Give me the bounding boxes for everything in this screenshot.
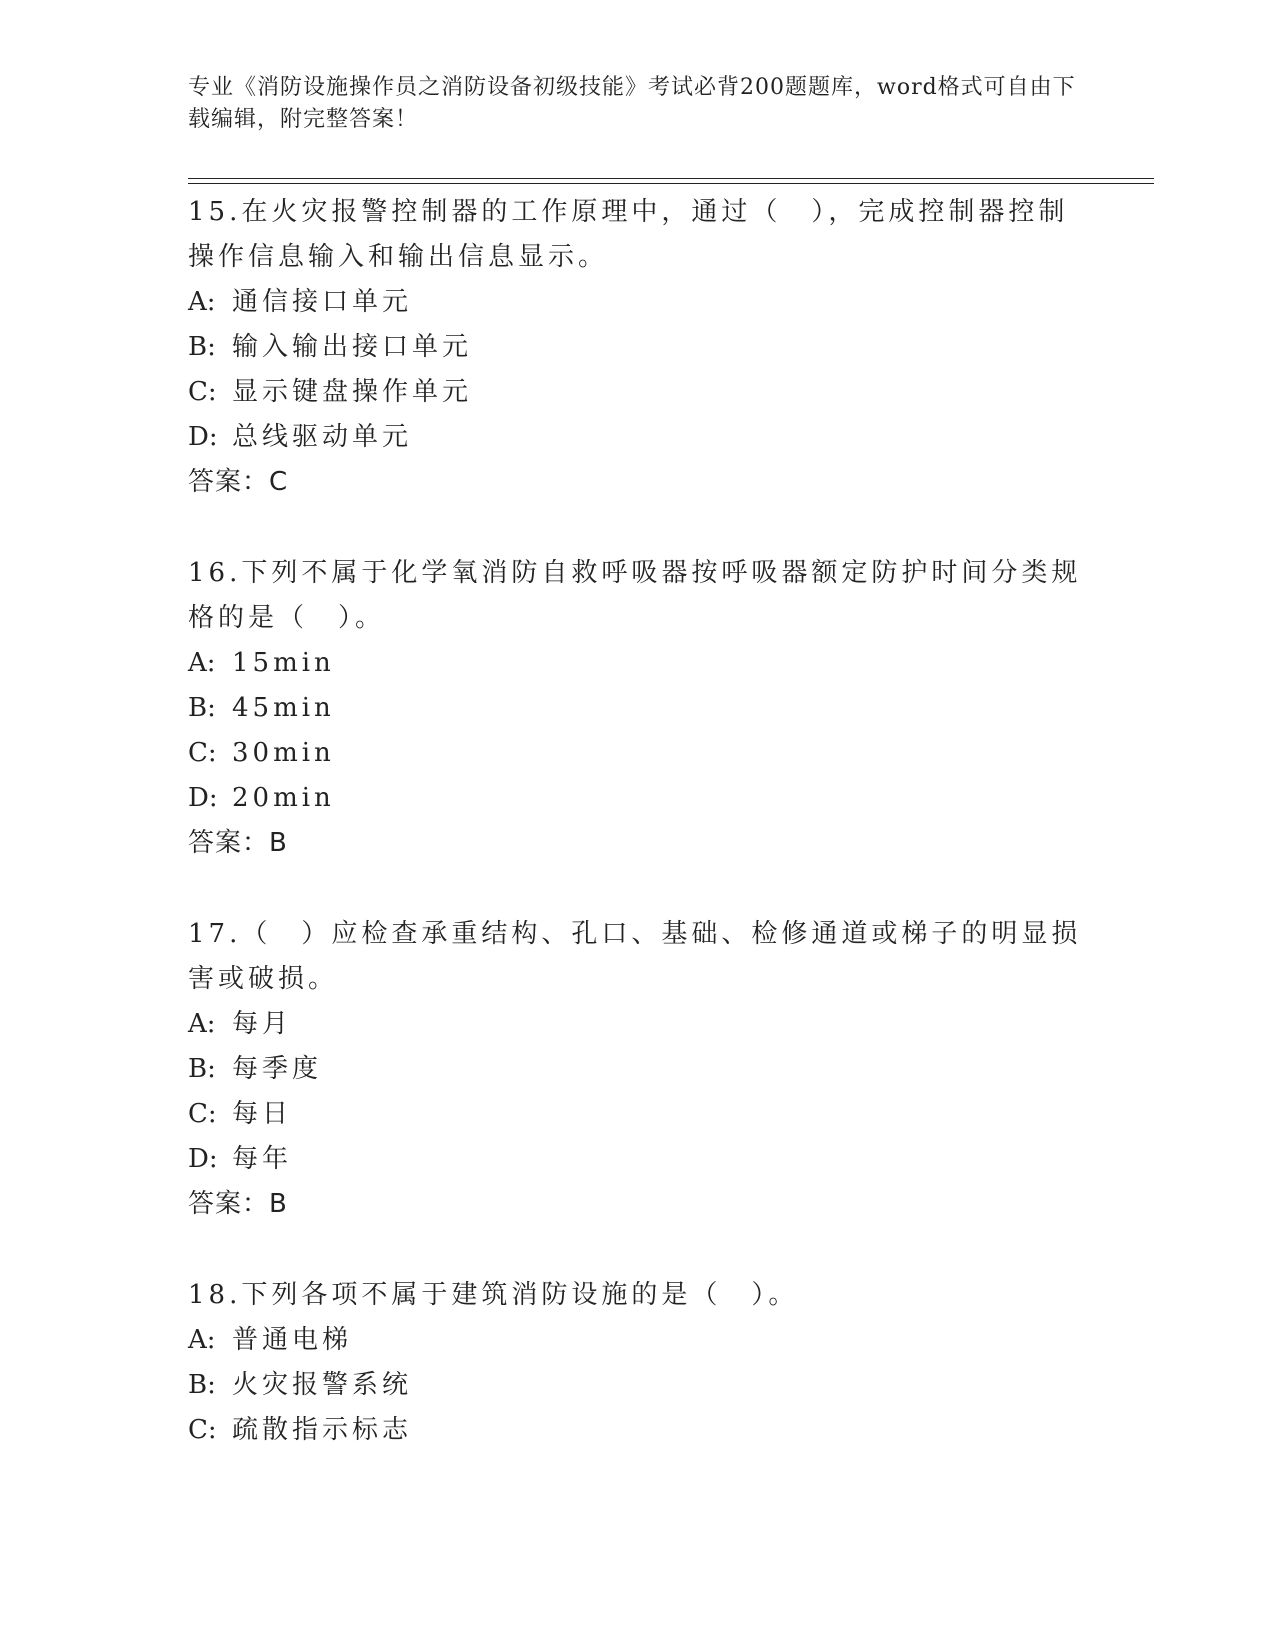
option-letter: C: (188, 377, 217, 407)
question-stem: 15.在火灾报警控制器的工作原理中，通过（ ），完成控制器控制操作信息输入和输出信息显示。 (188, 197, 1069, 272)
answer-line: 答案：B (188, 1189, 288, 1219)
option-letter: C: (188, 738, 217, 768)
option-letter: D: (188, 1144, 218, 1174)
option-text: 45min (232, 693, 335, 723)
option-text: 每日 (232, 1099, 293, 1129)
option-text: 20min (232, 783, 335, 813)
option-b (188, 1363, 1088, 1408)
option-c (188, 1092, 1088, 1137)
option-letter: B: (188, 1054, 216, 1084)
option-text: 总线驱动单元 (232, 422, 413, 452)
option-letter: C: (188, 1415, 217, 1445)
option-c (188, 370, 1088, 415)
option-letter: A: (188, 1325, 216, 1355)
option-text: 火灾报警系统 (232, 1370, 413, 1400)
option-letter: A: (188, 287, 216, 317)
option-b (188, 686, 1088, 731)
option-text: 普通电梯 (232, 1325, 353, 1355)
option-a (188, 1002, 1088, 1047)
option-letter: D: (188, 422, 218, 452)
question-stem: 18.下列各项不属于建筑消防设施的是（ ）。 (188, 1280, 799, 1310)
option-d (188, 1137, 1088, 1182)
option-letter: A: (188, 648, 216, 678)
option-text: 每年 (232, 1144, 293, 1174)
option-text: 输入输出接口单元 (232, 332, 473, 362)
question-15 (188, 190, 1088, 505)
option-b (188, 1047, 1088, 1092)
option-c (188, 731, 1088, 776)
option-text: 通信接口单元 (232, 287, 413, 317)
option-letter: B: (188, 693, 216, 723)
option-text: 疏散指示标志 (232, 1415, 413, 1445)
option-letter: C: (188, 1099, 217, 1129)
option-text: 30min (232, 738, 335, 768)
question-list (188, 190, 1088, 1499)
question-stem: 17.（ ）应检查承重结构、孔口、基础、检修通道或梯子的明显损害或破损。 (188, 919, 1082, 994)
option-a (188, 1318, 1088, 1363)
option-letter: B: (188, 332, 216, 362)
option-text: 显示键盘操作单元 (232, 377, 473, 407)
option-c (188, 1408, 1088, 1453)
question-16 (188, 551, 1088, 866)
option-b (188, 325, 1088, 370)
option-letter: B: (188, 1370, 216, 1400)
option-text: 每季度 (232, 1054, 323, 1084)
option-text: 每月 (232, 1009, 293, 1039)
option-d (188, 415, 1088, 460)
option-letter: D: (188, 783, 218, 813)
option-text: 15min (232, 648, 335, 678)
option-d (188, 776, 1088, 821)
question-17 (188, 912, 1088, 1227)
option-a (188, 641, 1088, 686)
header-divider-bottom (188, 183, 1154, 184)
option-letter: A: (188, 1009, 216, 1039)
header-divider-top (188, 178, 1154, 179)
document-header: 专业《消防设施操作员之消防设备初级技能》考试必背200题题库，word格式可自由下载编辑，附完整答案！ (188, 75, 1076, 132)
question-stem: 16.下列不属于化学氧消防自救呼吸器按呼吸器额定防护时间分类规格的是（ ）。 (188, 558, 1082, 633)
answer-line: 答案：B (188, 828, 288, 858)
option-a (188, 280, 1088, 325)
answer-line: 答案：C (188, 467, 289, 497)
question-18 (188, 1273, 1088, 1453)
